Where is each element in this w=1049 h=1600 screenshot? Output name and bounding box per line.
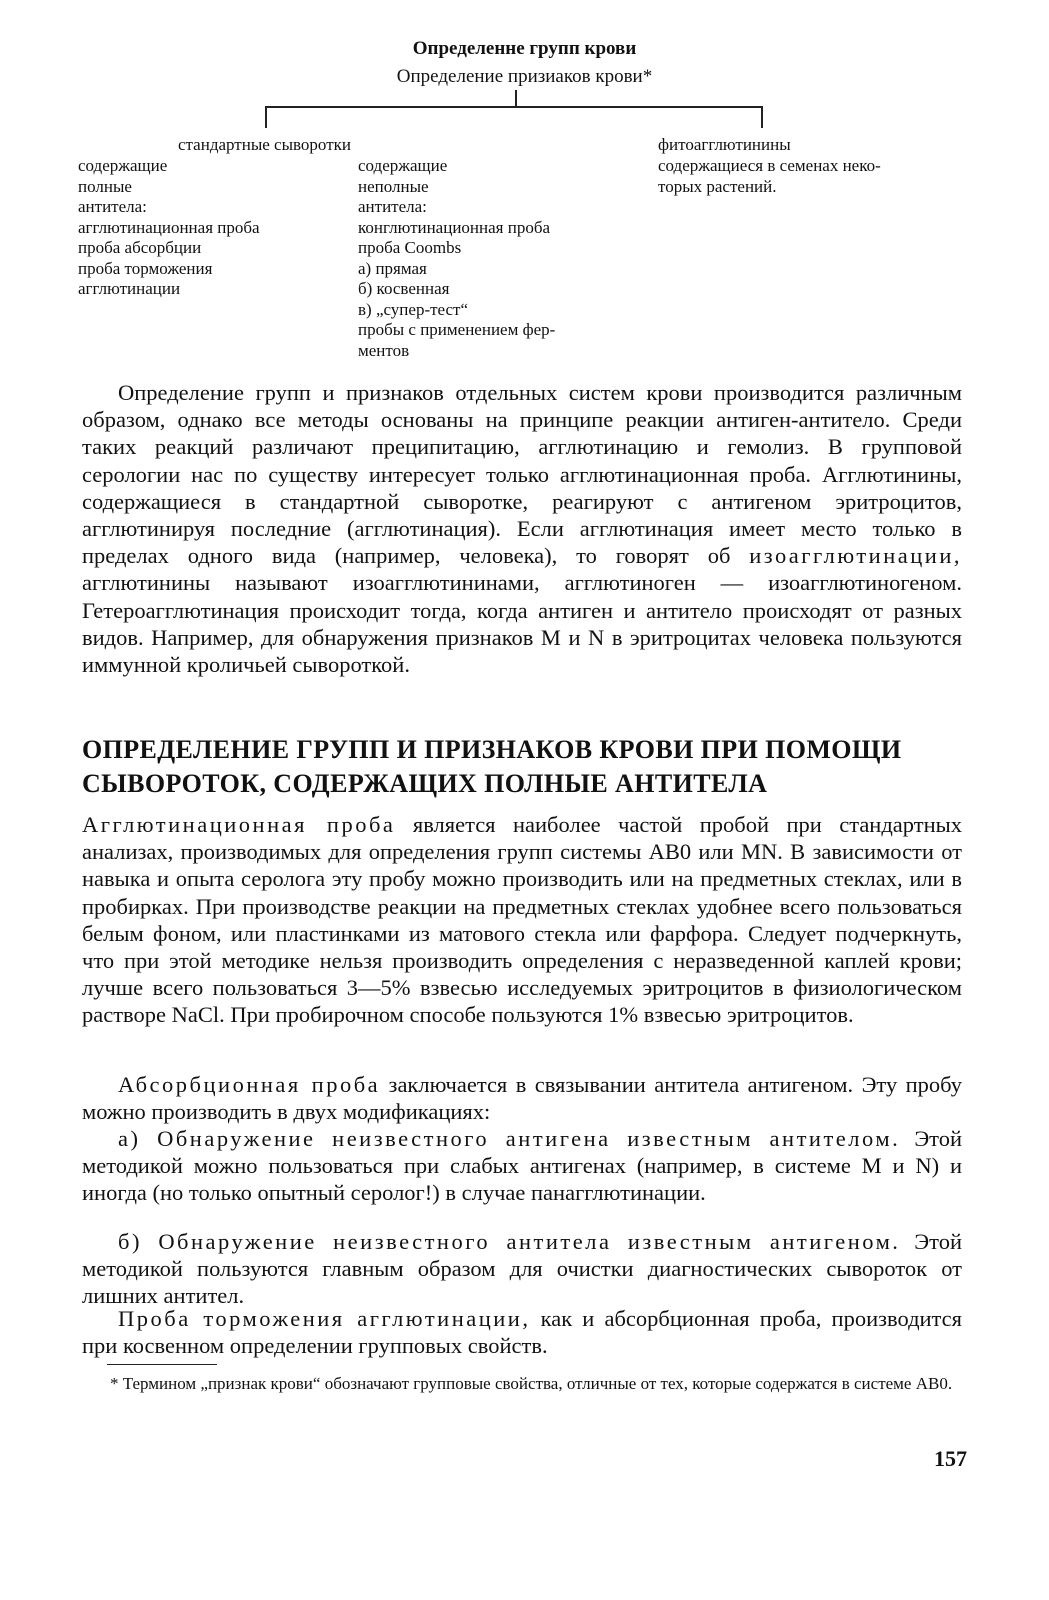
absorption-paragraph (82, 1071, 962, 1125)
schema-line: неполные (358, 176, 429, 196)
schema-line: полные (78, 176, 132, 196)
intro-spaced-term: изоагглютинации, (749, 543, 962, 569)
schema-line: агглютинационная проба (78, 217, 260, 237)
schema-line: антитела: (78, 197, 147, 216)
schema-title: Определенне групп крови (412, 38, 637, 59)
schema-stem-line (515, 90, 517, 106)
schema-line: ментов (358, 340, 410, 360)
schema-line: проба Coombs (358, 238, 462, 257)
schema-line: содержащие (78, 156, 168, 175)
schema-line: в) „супер-тест“ (358, 299, 469, 319)
intro-paragraph (82, 379, 962, 678)
absorption-term: Абсорбционная проба (118, 1072, 381, 1097)
schema-incomplete-antibodies-column (358, 156, 555, 361)
inhibition-term: Проба торможения агглютинации, (118, 1306, 531, 1331)
schema-branch-line (265, 106, 762, 108)
inhibition-paragraph (82, 1305, 962, 1359)
schema-line: а) прямая (358, 258, 427, 278)
schema-line: содержащиеся в семенах неко- (658, 156, 881, 175)
absorption-text: заключается в связывании антитела антигеном. Эту пробу можно производить в двух модификациях: (82, 1072, 963, 1125)
footnote: * Термином „признак крови“ обозначают групповые свойства, отличные от тех, которые содержатся в системе AB0. (110, 1374, 953, 1393)
schema-right-header: фитоагглютинины (658, 135, 791, 154)
intro-text-part2: агглютинины называют изоагглютининами, агглютиноген — изоагглютиногеном. Гетероагглютинация происходит тогда, когда антиген и антитело происходят от разных видов. Например, для обнаружения признаков M и N в эритроцитах человека пользуются иммунной кроличьей сывороткой. (82, 570, 962, 678)
schema-line: агглютинации (78, 279, 181, 298)
schema-phytoagglutinins-column (658, 156, 881, 197)
item-a-paragraph (82, 1125, 962, 1207)
schema-right-drop-line (761, 106, 763, 128)
agglutination-text: является наиболее частой пробой при стандартных анализах, производимых для определения групп системы AB0 или MN. В зависимости от навыка и опыта серолога эту пробу можно производить или на предметных стеклах, или в пробирках. При производстве реакции на предметных стеклах удобнее всего пользоваться белым фоном, или пластинками из матового стекла или фарфора. Следует подчеркнуть, что при этой методике нельзя производить определения с неразведенной каплей крови; лучше всего пользоваться 3—5% взвесью исследуемых эритроцитов в физиологическом растворе NaCl. При пробирочном способе пользуются 1% взвесью эритроцитов. (82, 812, 962, 1028)
schema-left-drop-line (265, 106, 267, 128)
schema-line: проба абсорбции (78, 238, 202, 257)
item-b-paragraph (82, 1228, 962, 1310)
inhibition-text: как и абсорбционная проба, производится при косвенном определении групповых свойств. (82, 1306, 962, 1359)
schema-line: конглютинационная проба (358, 217, 551, 237)
item-a-term: а) Обнаружение неизвестного антигена известным антителом. (118, 1126, 901, 1151)
schema-line: содержащие (358, 156, 448, 175)
page-number: 157 (934, 1446, 967, 1471)
schema-line: пробы с применением фер- (358, 320, 556, 339)
footnote-separator (107, 1364, 217, 1365)
schema-line: антитела: (358, 197, 427, 216)
section-heading: ОПРЕДЕЛЕНИЕ ГРУПП И ПРИЗНАКОВ КРОВИ ПРИ ПОМОЩИ СЫВОРОТОК, СОДЕРЖАЩИХ ПОЛНЫЕ АНТИТЕЛА (82, 735, 902, 798)
schema-line: б) косвенная (358, 279, 450, 298)
schema-line: проба торможения (78, 258, 213, 278)
agglutination-paragraph (82, 811, 962, 1029)
agglutination-term: Агглютинационная проба (82, 812, 396, 837)
schema-line: торых растений. (658, 176, 777, 196)
schema-full-antibodies-column (78, 156, 260, 300)
item-b-term: б) Обнаружение неизвестного антитела известным антигеном. (118, 1229, 901, 1254)
item-a-text: Этой методикой можно пользоваться при слабых антигенах (например, в системе M и N) и иногда (но только опытный серолог!) в случае панагглютинации. (82, 1126, 963, 1206)
intro-text-part1: Определение групп и признаков отдельных систем крови производится различным образом, однако все методы основаны на принципе реакции антиген-антитело. Среди таких реакций различают преципитацию, агглютинацию и гемолиз. В групповой серологии нас по существу интересует только агглютинационная проба. Агглютинины, содержащиеся в стандартной сыворотке, реагируют с антигеном эритроцитов, агглютинируя последние (агглютинация). Если агглютинация имеет место только в пределах одного вида (например, человека), то говорят об (82, 380, 962, 569)
schema-subtitle: Определение призиаков крови* (396, 66, 653, 87)
schema-left-header: стандартные сыворотки (178, 135, 351, 154)
item-b-text: Этой методикой пользуются главным образом для очистки диагностических сывороток от лишних антител. (82, 1229, 962, 1309)
